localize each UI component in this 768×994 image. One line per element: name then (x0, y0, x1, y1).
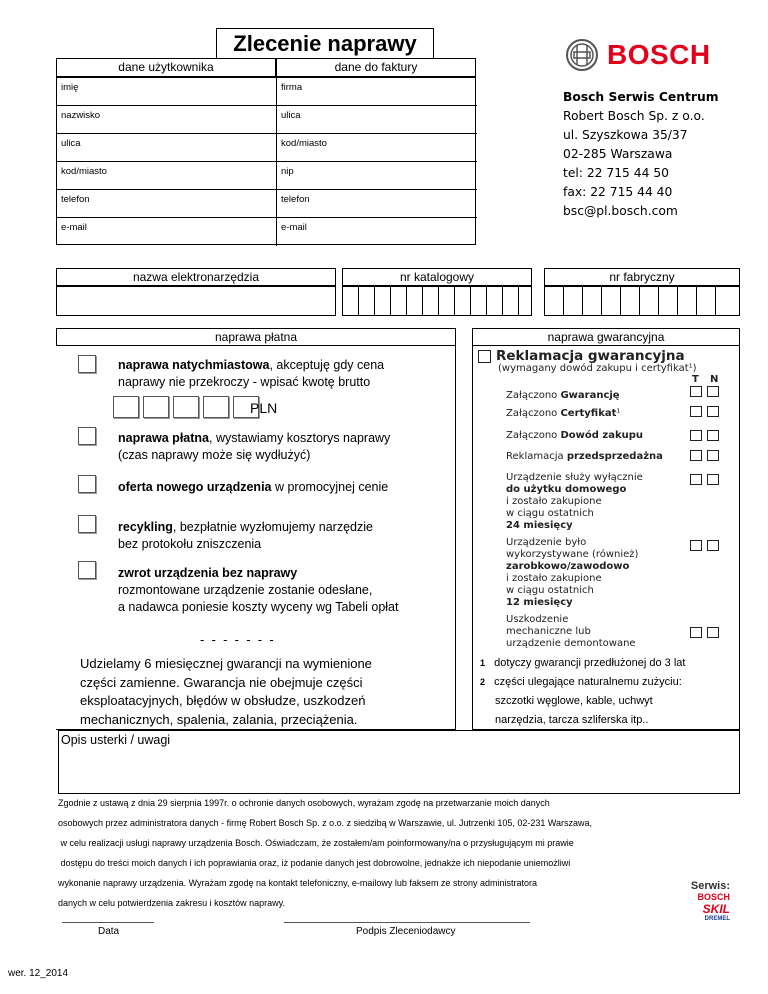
customer-grid (56, 77, 476, 245)
phone-field[interactable] (57, 190, 277, 218)
row-bold: zarobkowo/zawodowo (506, 561, 630, 572)
address-line: tel: 22 715 44 50 (563, 166, 669, 180)
email-field[interactable] (57, 218, 277, 246)
household-yes-checkbox[interactable] (690, 474, 702, 485)
legal-line: w celu realizacji usługi naprawy urządzenia Bosch. Oświadczam, że zostałem/am poinformowany/na o przysługującym mi prawie (58, 838, 574, 848)
row-text: Uszkodzenie (506, 614, 569, 625)
no-column-label: N (710, 374, 719, 385)
new-device-offer-checkbox[interactable] (78, 475, 96, 493)
street-field[interactable] (57, 134, 277, 162)
service-address (563, 88, 719, 221)
option-text: (czas naprawy może się wydłużyć) (118, 448, 311, 462)
footnote-2 (480, 673, 682, 730)
serial-number-field[interactable] (544, 286, 740, 316)
version-label: wer. 12_2014 (8, 968, 69, 979)
footnote-number: 1 (480, 658, 486, 668)
return-unrepaired-label (118, 565, 448, 616)
row-bold: Gwarancję (560, 390, 620, 401)
option-text: , akceptuję gdy cena (269, 358, 385, 372)
footnote-text: części ulegające naturalnemu zużyciu: (494, 676, 682, 688)
immediate-repair-checkbox[interactable] (78, 355, 96, 373)
option-text: bez protokołu zniszczenia (118, 537, 262, 551)
paid-repair-header: naprawa płatna (56, 328, 456, 346)
address-line: fax: 22 715 44 40 (563, 185, 673, 199)
certificate-yes-checkbox[interactable] (690, 406, 702, 417)
option-bold: naprawa natychmiastowa (118, 358, 270, 372)
row-text: i zostało zakupione (506, 573, 602, 584)
certificate-no-checkbox[interactable] (707, 406, 719, 417)
warranty-claim-checkbox[interactable] (478, 350, 491, 363)
warranty-row-household (506, 472, 643, 532)
paid-repair-checkbox[interactable] (78, 427, 96, 445)
customer-row (57, 162, 477, 190)
field-label: telefon (61, 194, 90, 205)
client-signature-label: Podpis Zleceniodawcy (356, 926, 456, 937)
row-bold: 24 miesięcy (506, 520, 573, 531)
field-label: nazwisko (61, 110, 101, 121)
row-text: Załączono (506, 430, 561, 441)
warranty-row-certificate (506, 408, 620, 420)
address-name: Bosch Serwis Centrum (563, 90, 719, 104)
note-line: mechanicznych, spalenia, zalania, przeciążenia. (80, 711, 358, 727)
last-name-field[interactable] (57, 106, 277, 134)
immediate-repair-label (118, 357, 438, 391)
tool-name-header: nazwa elektronarzędzia (56, 268, 336, 286)
date-signature-line[interactable] (62, 922, 154, 923)
warranty-claim-title: Reklamacja gwarancyjna (496, 348, 685, 364)
row-bold: Dowód zakupu (560, 430, 643, 441)
service-logos (660, 880, 730, 922)
row-text: Załączono (506, 390, 561, 401)
damage-yes-checkbox[interactable] (690, 627, 702, 638)
new-device-offer-label (118, 479, 438, 496)
option-bold: recykling (118, 520, 173, 534)
row-sup: ¹ (616, 408, 621, 419)
footnote-text: narzędzia, tarcza szliferska itp.. (495, 714, 649, 726)
warranty-row-presale (506, 451, 663, 463)
client-signature-line[interactable] (284, 922, 530, 923)
warranty-claim-subtitle: (wymagany dowód zakupu i certyfikat¹) (498, 363, 697, 374)
catalog-number-header: nr katalogowy (342, 268, 532, 286)
nip-field[interactable] (277, 162, 477, 190)
address-line: ul. Szyszkowa 35/37 (563, 128, 688, 142)
note-line: Udzielamy 6 miesięcznej gwarancji na wymienione (80, 656, 372, 671)
bosch-logo (565, 38, 715, 72)
field-label: ulica (61, 138, 81, 149)
option-bold: oferta nowego urządzenia (118, 480, 272, 494)
first-name-field[interactable] (57, 78, 277, 106)
field-label: kod/miasto (281, 138, 327, 149)
warranty-row-receipt (506, 430, 643, 442)
guarantee-yes-checkbox[interactable] (690, 386, 702, 397)
address-line: bsc@pl.bosch.com (563, 204, 678, 218)
footnote-text: dotyczy gwarancji przedłużonej do 3 lat (494, 657, 686, 669)
footnote-text: szczotki węglowe, kable, uchwyt (495, 695, 653, 707)
row-text: w ciągu ostatnich (506, 585, 594, 596)
remarks-field[interactable] (58, 730, 740, 794)
row-text: wykorzystywane (również) (506, 549, 639, 560)
page-title: Zlecenie naprawy (216, 28, 434, 58)
row-text: Urządzenie było (506, 537, 587, 548)
legal-line: danych w celu potwierdzenia zakresu i kosztów naprawy. (58, 898, 285, 908)
invoice-data-header: dane do faktury (276, 58, 476, 77)
field-label: e-mail (281, 222, 307, 233)
row-text: i zostało zakupione (506, 496, 602, 507)
customer-row (57, 106, 477, 134)
bosch-wordmark: BOSCH (607, 39, 711, 70)
yes-column-label: T (692, 374, 699, 385)
return-unrepaired-checkbox[interactable] (78, 561, 96, 579)
bosch-armature-icon (565, 38, 599, 72)
city-field[interactable] (57, 162, 277, 190)
recycling-checkbox[interactable] (78, 515, 96, 533)
warranty-row-guarantee (506, 390, 620, 402)
legal-consent-text (58, 797, 592, 917)
service-label: Serwis: (690, 880, 730, 892)
guarantee-no-checkbox[interactable] (707, 386, 719, 397)
option-text: w promocyjnej cenie (271, 480, 389, 494)
note-line: części zamienne. Gwarancja nie obejmuje części (80, 674, 363, 690)
company-field[interactable] (277, 78, 477, 106)
catalog-number-field[interactable] (342, 286, 532, 316)
warranty-row-professional (506, 537, 638, 609)
remarks-label: Opis usterki / uwagi (61, 733, 171, 747)
option-text: , wystawiamy kosztorys naprawy (209, 431, 391, 445)
field-label: kod/miasto (61, 166, 107, 177)
serial-number-header: nr fabryczny (544, 268, 740, 286)
tool-name-field[interactable] (56, 286, 336, 316)
row-text: mechaniczne lub (506, 626, 591, 637)
field-label: firma (281, 82, 303, 93)
field-label: imię (61, 82, 79, 93)
legal-line: dostępu do treści moich danych i ich poprawiania oraz, iż podanie danych jest dobrowolne, jednakże ich niepodanie uniemożliwi (58, 858, 571, 868)
presale-no-checkbox[interactable] (707, 450, 719, 461)
legal-line: Zgodnie z ustawą z dnia 29 sierpnia 1997r. o ochronie danych osobowych, wyrażam zgodę na przetwarzanie moich danych (58, 798, 550, 808)
skil-logo: SKIL (702, 902, 730, 916)
date-label: Data (98, 926, 120, 937)
invoice-email-field[interactable] (277, 218, 477, 246)
footnote-number: 2 (480, 677, 486, 687)
currency-label: PLN (250, 400, 278, 416)
legal-line: osobowych przez administratora danych - firmę Robert Bosch Sp. z o.o. z siedzibą w Warszawie, ul. Jutrzenki 105, 02-231 Warszawa, (58, 818, 593, 828)
field-label: nip (281, 166, 294, 177)
legal-line: wykonanie naprawy urządzenia. Wyrażam zgodę na kontakt telefoniczny, e-mailowy lub faksem ze strony administratora (58, 878, 537, 888)
receipt-no-checkbox[interactable] (707, 430, 719, 441)
row-text: w ciągu ostatnich (506, 508, 594, 519)
receipt-yes-checkbox[interactable] (690, 430, 702, 441)
professional-yes-checkbox[interactable] (690, 540, 702, 551)
customer-row (57, 190, 477, 218)
address-line: Robert Bosch Sp. z o.o. (563, 109, 705, 123)
invoice-street-field[interactable] (277, 106, 477, 134)
option-text: a nadawca poniesie koszty wyceny wg Tabeli opłat (118, 600, 399, 614)
invoice-phone-field[interactable] (277, 190, 477, 218)
customer-row (57, 134, 477, 162)
customer-row (57, 218, 477, 246)
footnote-1 (480, 656, 685, 670)
customer-row (57, 78, 477, 106)
professional-no-checkbox[interactable] (707, 540, 719, 551)
field-label: e-mail (61, 222, 87, 233)
invoice-city-field[interactable] (277, 134, 477, 162)
presale-yes-checkbox[interactable] (690, 450, 702, 461)
bosch-small-logo: BOSCH (697, 892, 730, 902)
damage-no-checkbox[interactable] (707, 627, 719, 638)
address-line: 02-285 Warszawa (563, 147, 673, 161)
separator-dashes: - - - - - - - (200, 632, 274, 647)
recycling-label (118, 519, 438, 553)
option-text: rozmontowane urządzenie zostanie odesłane, (118, 583, 373, 597)
row-bold: przedsprzedażna (566, 451, 663, 462)
field-label: ulica (281, 110, 301, 121)
row-bold: Certyfikat (560, 408, 617, 419)
field-label: telefon (281, 194, 310, 205)
price-input[interactable] (113, 396, 259, 418)
dremel-logo: DREMEL (704, 916, 730, 922)
user-data-header: dane użytkownika (56, 58, 276, 77)
household-no-checkbox[interactable] (707, 474, 719, 485)
note-line: eksploatacyjnych, błędów w obsłudze, uszkodzeń (80, 693, 366, 708)
row-text: Załączono (506, 408, 561, 419)
option-text: naprawy nie przekroczy - wpisać kwotę brutto (118, 375, 371, 389)
row-bold: 12 miesięcy (506, 597, 573, 608)
warranty-row-damage (506, 614, 636, 650)
row-text: Urządzenie służy wyłącznie (506, 472, 643, 483)
option-text: , bezpłatnie wyzłomujemy narzędzie (172, 520, 373, 534)
row-text: Reklamacja (506, 451, 567, 462)
row-bold: do użytku domowego (506, 484, 627, 495)
row-text: urządzenie demontowane (506, 638, 636, 649)
option-bold: zwrot urządzenia bez naprawy (118, 566, 298, 580)
warranty-note (80, 655, 400, 729)
option-bold: naprawa płatna (118, 431, 209, 445)
warranty-repair-header: naprawa gwarancyjna (472, 328, 740, 346)
paid-repair-label (118, 430, 438, 464)
